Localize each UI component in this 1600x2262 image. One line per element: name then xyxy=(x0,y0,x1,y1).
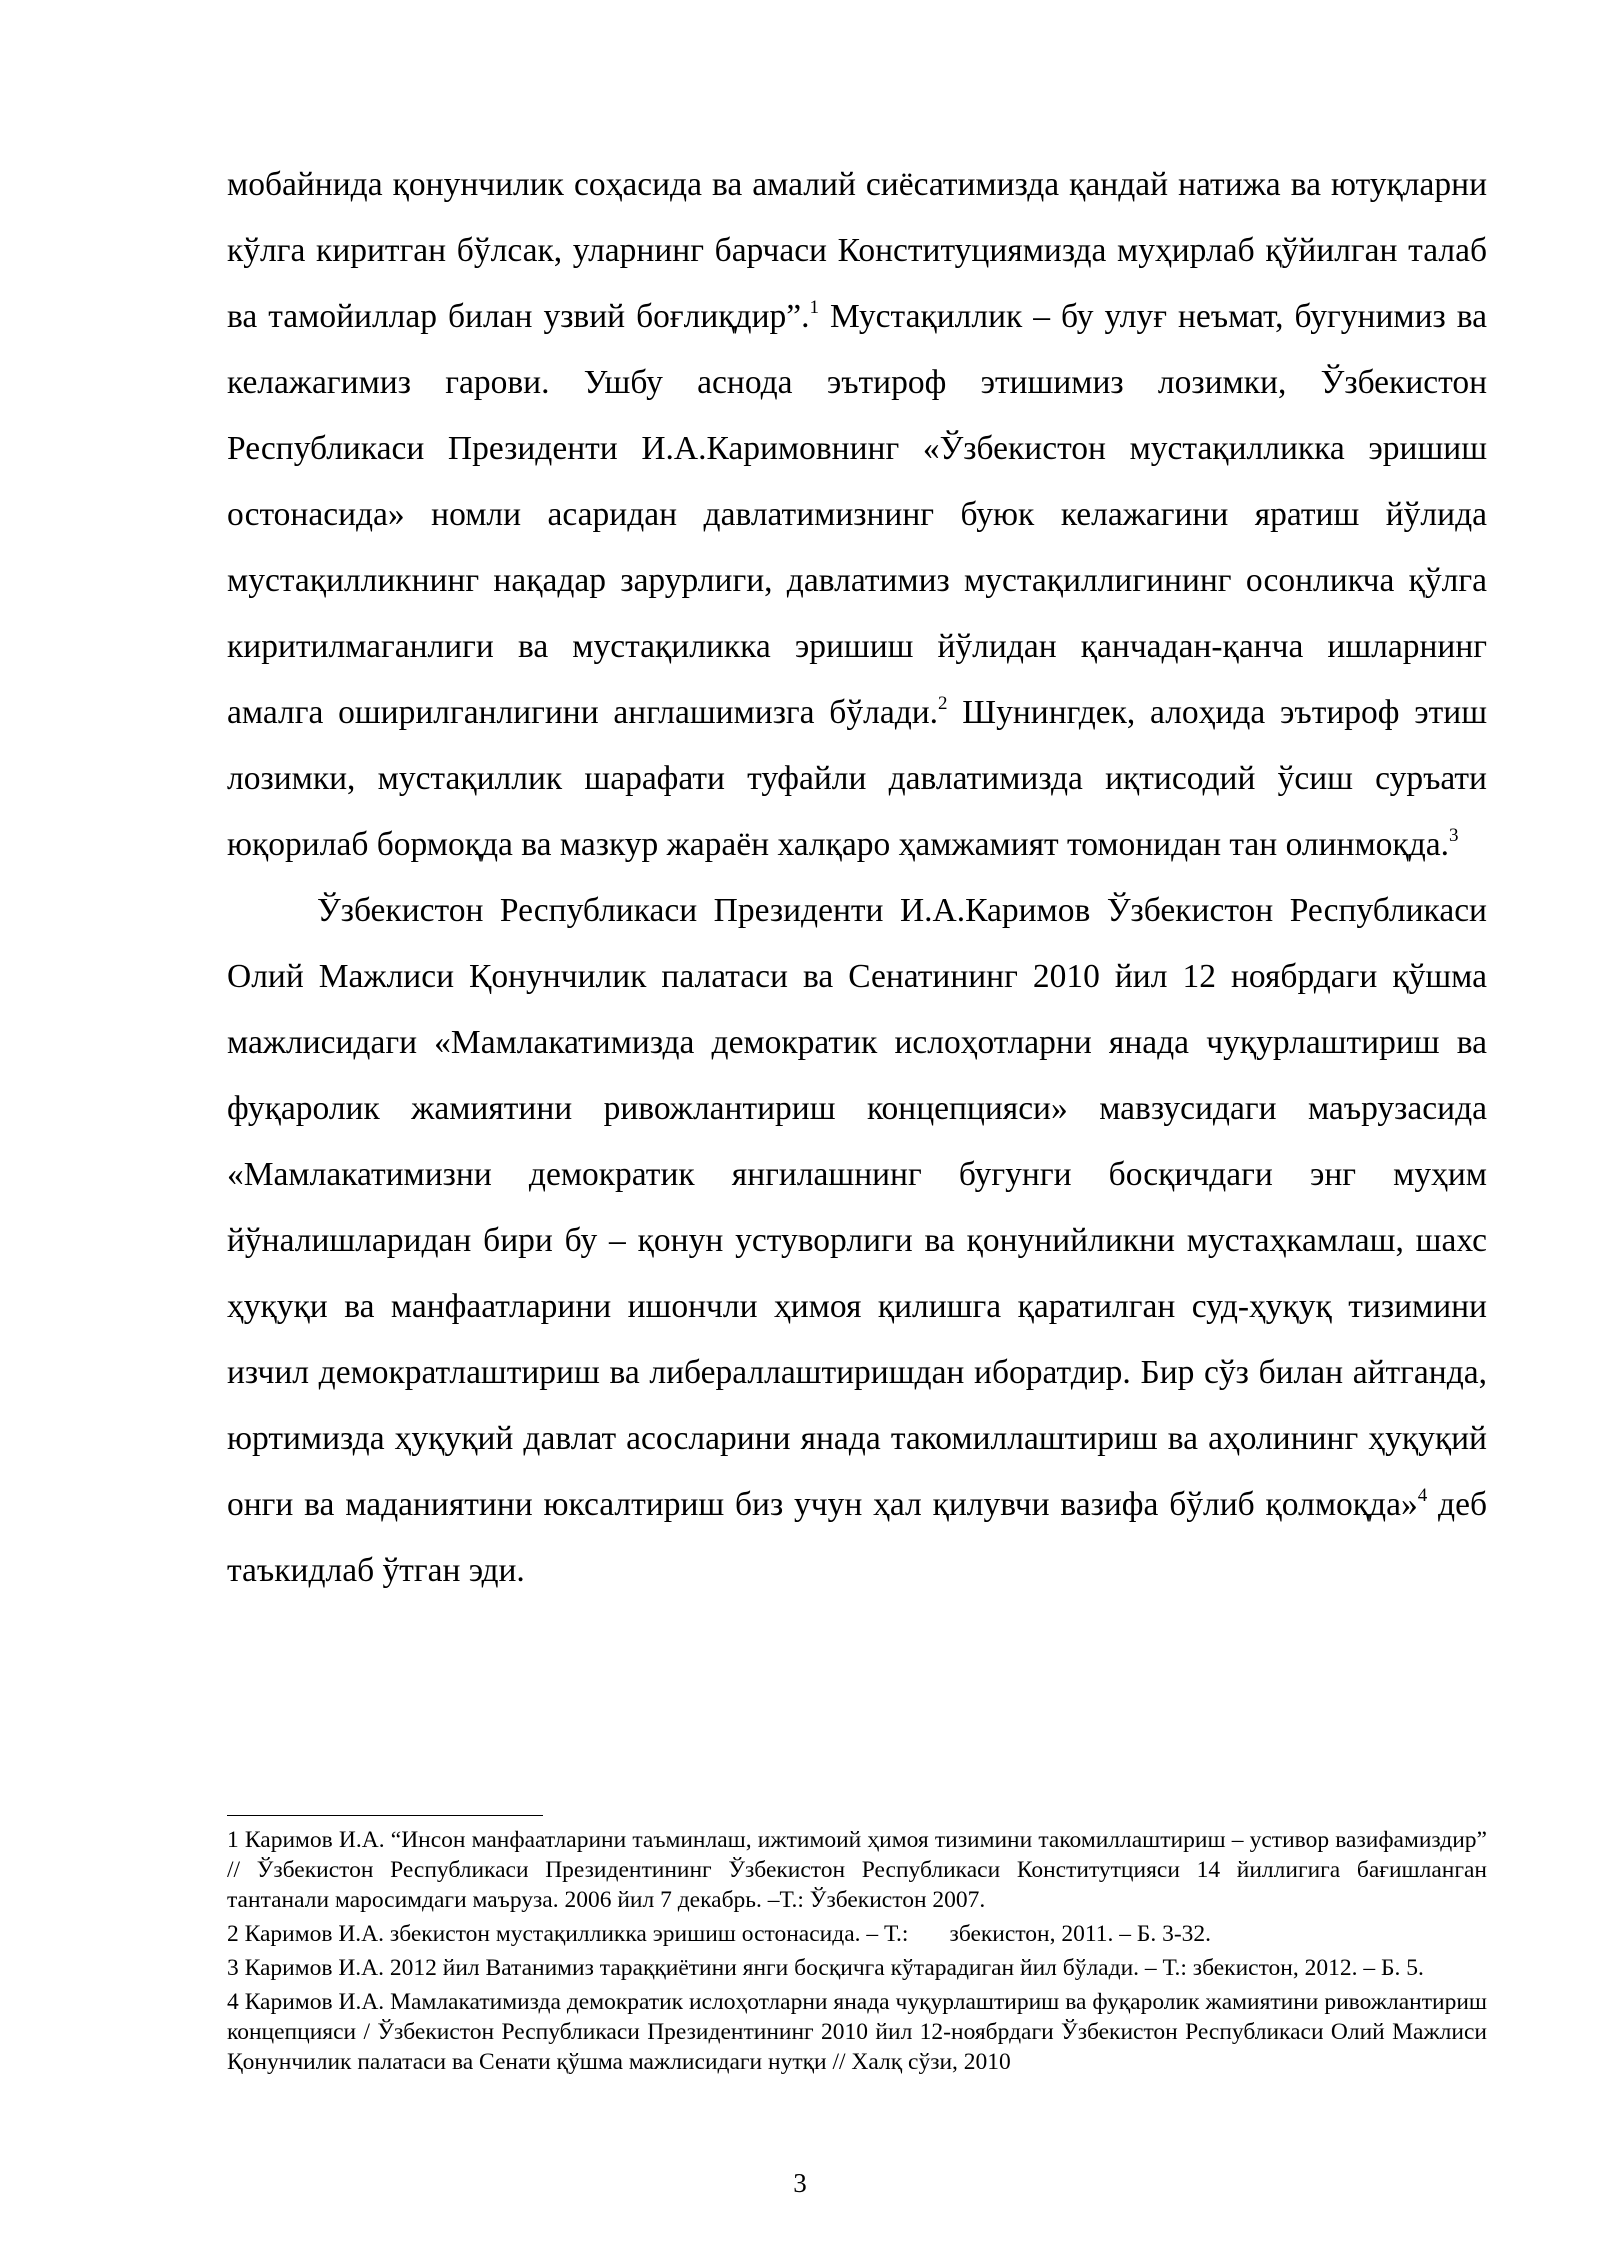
footnote-ref-3[interactable]: 3 xyxy=(1449,824,1459,846)
footnote-2: 2 Каримов И.А. збекистон мустақилликка эришиш остонасида. – Т.: збекистон, 2011. – Б. 3-32. xyxy=(227,1921,1212,1947)
footnote-ref-1[interactable]: 1 xyxy=(809,296,819,318)
paragraph-1-text-1: мобайнида қонунчилик соҳасида ва амалий сиёсатимизда қандай натижа ва ютуқларни кўлга киритган бўлсак, уларнинг барчаси Конституциямизда муҳирлаб қўйилган талаб ва тамойиллар билан узвий боғлиқдир”. xyxy=(227,166,1487,335)
paragraph-1-text-3: Шунингдек, алоҳида эътироф этиш лозимки, мустақиллик шарафати туфайли давлатимизда иқтисодий ўсиш суръати юқорилаб бормоқда ва мазкур жараён халқаро ҳамжамият томонидан тан олинмоқда. xyxy=(227,694,1488,863)
footnote-separator xyxy=(227,1815,543,1816)
footnote-ref-2[interactable]: 2 xyxy=(938,692,948,714)
paragraph-1-text-2: Мустақиллик – бу улуғ неъмат, бугунимиз ва келажагимиз гарови. Ушбу аснода эътироф этишимиз лозимки, Ўзбекистон Республикаси Президенти И.А.Каримовнинг «Ўзбекистон мустақилликка эришиш остонасида» номли асаридан давлатимизнинг буюк келажагини яратиш йўлида мустақилликнинг нақадар зарурлиги, давлатимиз мустақиллигининг осонликча қўлга киритилмаганлиги ва мустақиликка эришиш йўлидан қанчадан-қанча ишларнинг амалга оширилганлигини англашимизга бўлади. xyxy=(227,298,1487,731)
footnote-1: 1 Каримов И.А. “Инсон манфаатларини таъминлаш, ижтимоий ҳимоя тизимини такомиллаштириш – устивор вазифамиздир” // Ўзбекистон Республикаси Президентининг Ўзбекистон Республикаси Конститутцияси 14 йиллигига бағишланган тантанали маросимдаги маъруза. 2006 йил 7 декабрь. –Т.: Ўзбекистон 2007. xyxy=(227,1827,1487,1913)
main-text xyxy=(227,152,1487,1604)
footnote-4: 4 Каримов И.А. Мамлакатимизда демократик ислоҳотларни янада чуқурлаштириш ва фуқаролик жамиятини ривожлантириш концепцияси / Ўзбекистон Республикаси Президентининг 2010 йил 12-ноябрдаги Ўзбекистон Республикаси Олий Мажлиси Қонунчилик палатаси ва Сенати қўшма мажлисидаги нутқи // Халқ сўзи, 2010 xyxy=(227,1989,1487,2075)
paragraph-2 xyxy=(227,878,1487,1604)
footnote-3: 3 Каримов И.А. 2012 йил Ватанимиз тараққиётини янги босқичга кўтарадиган йил бўлади. – Т.: збекистон, 2012. – Б. 5. xyxy=(227,1955,1424,1981)
page-number: 3 xyxy=(793,2168,807,2198)
paragraph-2-text-1: Ўзбекистон Республикаси Президенти И.А.Каримов Ўзбекистон Республикаси Олий Мажлиси Қонунчилик палатаси ва Сенатининг 2010 йил 12 ноябрдаги қўшма мажлисидаги «Мамлакатимизда демократик ислоҳотларни янада чуқурлаштириш ва фуқаролик жамиятини ривожлантириш концепцияси» мавзусидаги маърузасида «Мамлакатимизни демократик янгилашнинг бугунги босқичдаги энг муҳим йўналишларидан бири бу – қонун устуворлиги ва қонунийликни мустаҳкамлаш, шахс ҳуқуқи ва манфаатларини ишончли ҳимоя қилишга қаратилган суд-ҳуқуқ тизимини изчил демократлаштириш ва либераллаштиришдан иборатдир. Бир сўз билан айтганда, юртимизда ҳуқуқий давлат асосларини янада такомиллаштириш ва аҳолининг ҳуқуқий онги ва маданиятини юксалтириш биз учун ҳал қилувчи вазифа бўлиб қолмоқда» xyxy=(227,892,1487,1523)
footnotes xyxy=(227,1825,1487,2081)
paragraph-2-text-2: деб таъкидлаб ўтган эди. xyxy=(227,1486,1488,1589)
footnote-ref-4[interactable]: 4 xyxy=(1417,1484,1428,1506)
paragraph-1 xyxy=(227,152,1487,878)
